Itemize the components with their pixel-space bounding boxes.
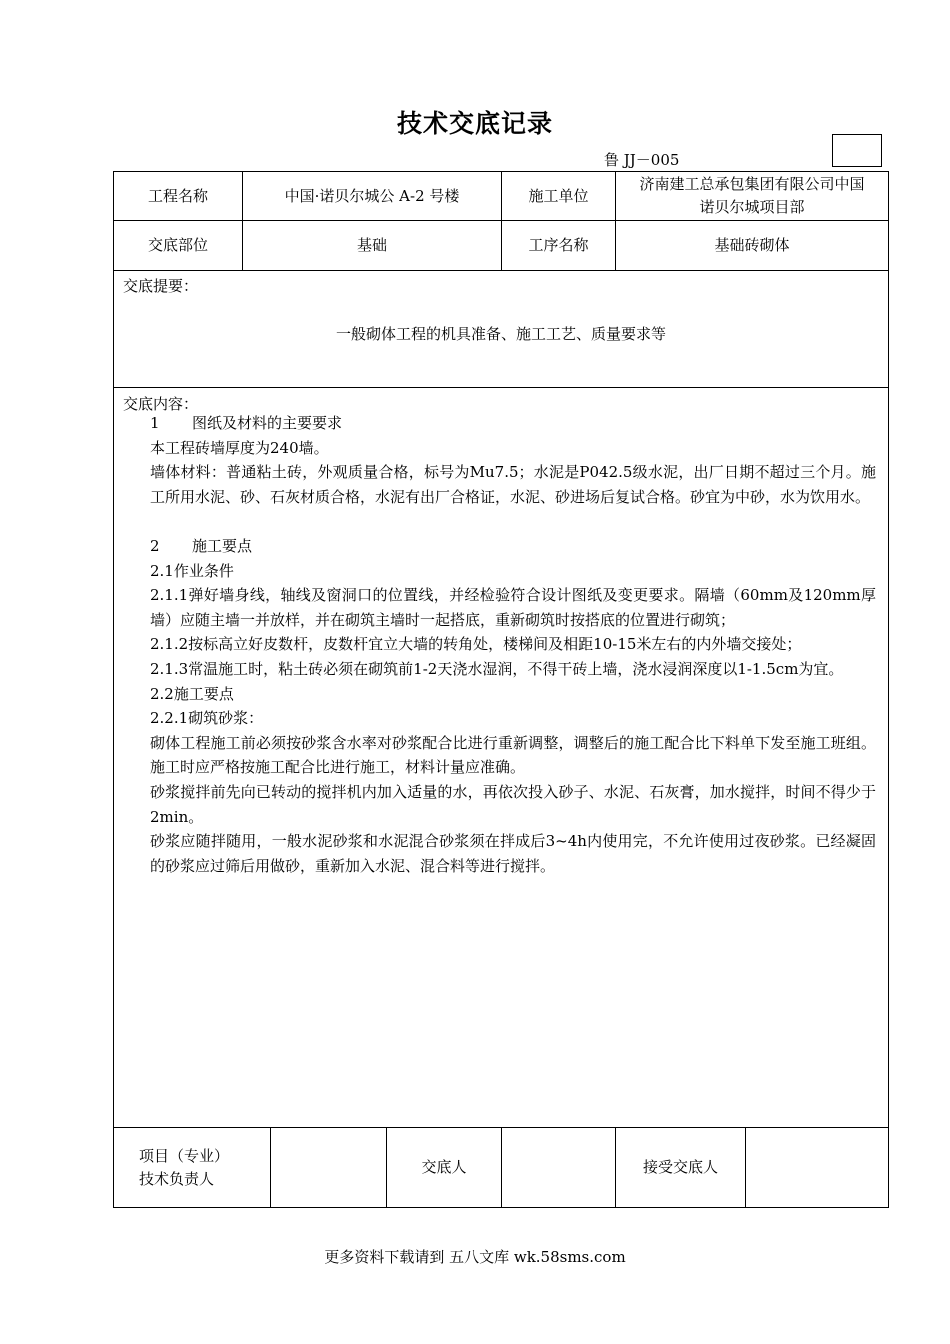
content-paragraph: 2.1.1弹好墙身线，轴线及窗洞口的位置线，并经检验符合设计图纸及变更要求。隔墙（60mm及120mm厚墙）应随主墙一并放样，并在砌筑主墙时一起搭底，重新砌筑时按搭底的位置进行砌筑； <box>150 586 876 629</box>
section-1-heading <box>150 411 876 436</box>
section-2-heading <box>150 534 876 559</box>
section-2-number: 2 <box>150 536 160 555</box>
summary-label: 交底提要： <box>123 277 199 295</box>
discloser-label: 交底人 <box>421 1158 467 1176</box>
project-name-label: 工程名称 <box>147 186 208 205</box>
receiver-label: 接受交底人 <box>642 1158 718 1176</box>
document-title: 技术交底记录 <box>396 109 553 138</box>
section-2-title: 施工要点 <box>192 536 253 555</box>
part-label: 交底部位 <box>147 236 208 254</box>
part-value: 基础 <box>356 236 387 254</box>
process-value: 基础砖砌体 <box>714 236 790 254</box>
project-name-value: 中国·诺贝尔城公 A-2 号楼 <box>284 186 460 205</box>
content-paragraph: 砂浆应随拌随用，一般水泥砂浆和水泥混合砂浆须在拌成后3~4h内使用完，不允许使用过夜砂浆。已经凝固的砂浆应过筛后用做砂，重新加入水泥、混合料等进行搅拌。 <box>150 832 876 875</box>
contractor-value <box>616 172 888 220</box>
tech-lead-label-line2: 技术负责人 <box>139 1169 215 1188</box>
process-label: 工序名称 <box>528 236 589 254</box>
content-paragraph: 2.1.2按标高立好皮数杆，皮数杆宜立大墙的转角处，楼梯间及相距10-15米左右的内外墙交接处； <box>150 635 802 654</box>
content-paragraph: 砌体工程施工前必须按砂浆含水率对砂浆配合比进行重新调整，调整后的施工配合比下料单下发至施工班组。施工时应严格按施工配合比进行施工，材料计量应准确。 <box>150 733 876 777</box>
discloser-signature[interactable] <box>502 1128 615 1207</box>
document-code: 鲁 JJ－005 <box>604 151 680 169</box>
summary-text: 一般砌体工程的机具准备、施工工艺、质量要求等 <box>335 325 666 343</box>
content-body <box>150 411 876 878</box>
contractor-value-line2: 诺贝尔城项目部 <box>699 198 805 216</box>
number-box <box>832 134 882 167</box>
footer-text: 更多资料下载请到 五八文库 wk.58sms.com <box>324 1248 626 1266</box>
section-1-number: 1 <box>150 414 160 432</box>
tech-lead-label-line1: 项目（专业） <box>139 1146 230 1165</box>
content-paragraph: 2.2施工要点 <box>150 684 234 703</box>
content-paragraph: 本工程砖墙厚度为240墙。 <box>150 438 329 457</box>
content-paragraph: 2.1作业条件 <box>150 561 234 580</box>
section-1-title: 图纸及材料的主要要求 <box>192 414 343 432</box>
content-paragraph: 2.2.1砌筑砂浆： <box>150 709 264 728</box>
content-paragraph: 砂浆搅拌前先向已转动的搅拌机内加入适量的水，再依次投入砂子、水泥、石灰膏，加水搅拌，时间不得少于2min。 <box>150 782 876 826</box>
content-paragraph: 2.1.3常温施工时，粘土砖必须在砌筑前1-2天浇水湿润，不得干砖上墙，浇水浸润深度以1-1.5cm为宜。 <box>150 659 844 678</box>
content-label: 交底内容： <box>123 395 199 413</box>
tech-lead-signature[interactable] <box>271 1128 386 1207</box>
contractor-label: 施工单位 <box>528 186 589 205</box>
receiver-signature[interactable] <box>746 1128 888 1207</box>
tech-lead-label <box>114 1128 270 1207</box>
contractor-value-line1: 济南建工总承包集团有限公司中国 <box>639 175 865 193</box>
content-paragraph: 墙体材料：普通粘土砖，外观质量合格，标号为Mu7.5；水泥是P042.5级水泥，出厂日期不超过三个月。施工所用水泥、砂、石灰材质合格，水泥有出厂合格证，水泥、砂进场后复试合格。砂宜为中砂，水为饮用水。 <box>150 463 876 506</box>
